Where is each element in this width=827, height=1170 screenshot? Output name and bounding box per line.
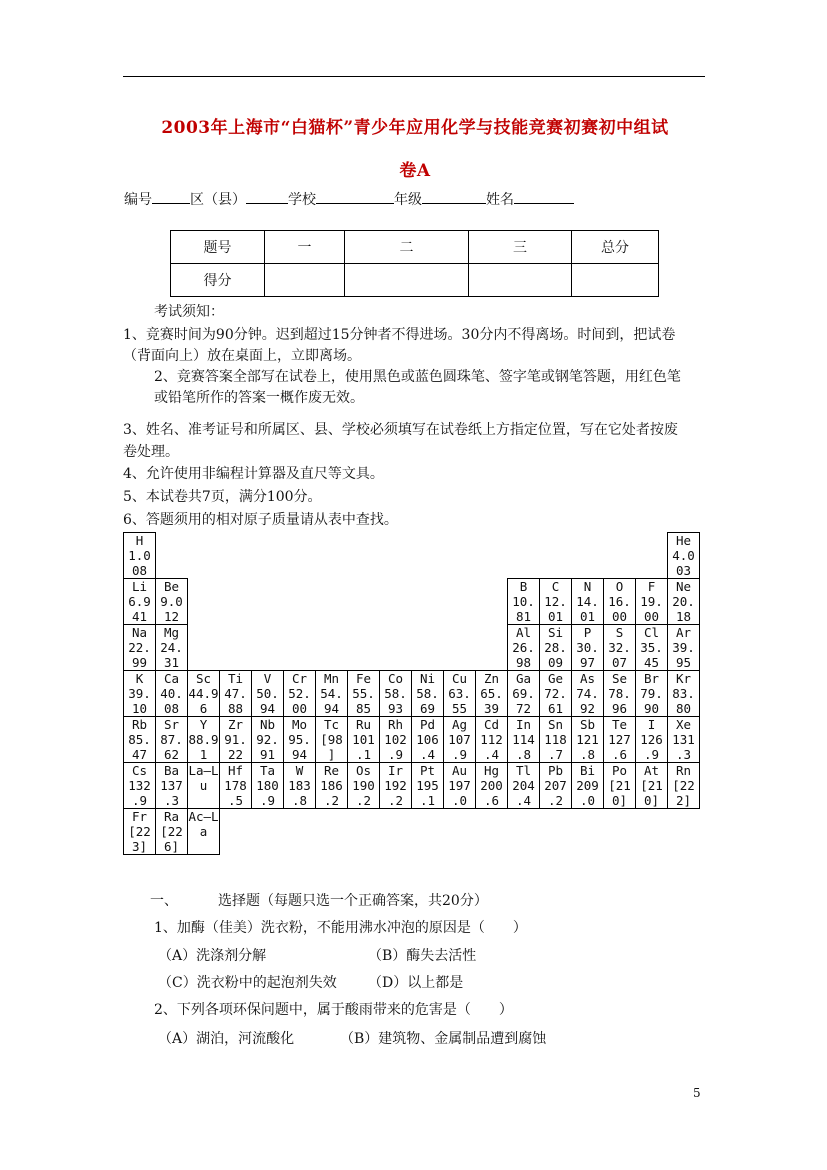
element-label: Mg 24. 31 [160, 625, 183, 670]
element-cell [668, 763, 700, 809]
element-label: Xe 131 .3 [672, 717, 695, 762]
element-label: Sb 121 .8 [576, 717, 599, 762]
empty-cell [252, 579, 284, 625]
empty-cell [476, 533, 508, 579]
score-cell[interactable] [469, 264, 572, 297]
empty-cell [220, 533, 252, 579]
element-label: N 14. 01 [576, 579, 599, 624]
element-cell [540, 763, 572, 809]
empty-cell [444, 533, 476, 579]
element-label: B 10. 81 [512, 579, 535, 624]
element-label: Mo 95. 94 [288, 717, 311, 762]
element-label: Si 28. 09 [544, 625, 567, 670]
element-label: Hf 178 .5 [224, 763, 247, 808]
score-cell[interactable] [265, 264, 345, 297]
element-label: Ar 39. 95 [672, 625, 695, 670]
element-label: Pt 195 .1 [416, 763, 439, 808]
element-cell [156, 579, 188, 625]
element-label: Kr 83. 80 [672, 671, 695, 716]
element-cell [572, 717, 604, 763]
field-name-label: 姓名 [486, 192, 514, 208]
element-cell [220, 763, 252, 809]
element-cell [636, 625, 668, 671]
element-cell [316, 763, 348, 809]
element-label: La–L u [188, 763, 219, 793]
element-label: Ca 40. 08 [160, 671, 183, 716]
element-label: H 1.0 08 [128, 533, 151, 578]
notice-item-4: 4、允许使用非编程计算器及直尺等文具。 [123, 466, 384, 482]
element-label: Ne 20. 18 [672, 579, 695, 624]
element-label: Nb 92. 91 [256, 717, 279, 762]
empty-cell [380, 625, 412, 671]
element-label: Na 22. 99 [128, 625, 151, 670]
element-cell [668, 671, 700, 717]
element-label: Se 78. 96 [608, 671, 631, 716]
empty-cell [220, 625, 252, 671]
empty-cell [252, 625, 284, 671]
element-label: Ge 72. 61 [544, 671, 567, 716]
periodic-table [123, 532, 700, 855]
element-cell [636, 671, 668, 717]
element-cell [412, 717, 444, 763]
field-number-blank[interactable] [152, 190, 190, 204]
element-label: Te 127 .6 [608, 717, 631, 762]
element-label: W 183 .8 [288, 763, 311, 808]
element-label: Os 190 .2 [352, 763, 375, 808]
score-row-label: 得分 [171, 264, 265, 297]
element-cell [156, 625, 188, 671]
periodic-row [124, 763, 700, 809]
element-label: Zr 91. 22 [224, 717, 247, 762]
empty-cell [220, 579, 252, 625]
candidate-fields [124, 189, 574, 209]
element-label: Tl 204 .4 [512, 763, 535, 808]
empty-cell [348, 625, 380, 671]
element-cell [348, 671, 380, 717]
question-2-option-a: （A）湖泊，河流酸化 [158, 1031, 295, 1047]
periodic-row [124, 579, 700, 625]
empty-cell [572, 533, 604, 579]
element-label: Ti 47. 88 [224, 671, 247, 716]
element-label: Mn 54. 94 [320, 671, 343, 716]
empty-cell [188, 625, 220, 671]
question-1-option-c: （C）洗衣粉中的起泡剂失效 [158, 975, 337, 991]
element-cell [508, 625, 540, 671]
element-cell [508, 717, 540, 763]
element-cell [540, 579, 572, 625]
element-cell [572, 763, 604, 809]
empty-cell [188, 533, 220, 579]
element-label: Hg 200 .6 [480, 763, 503, 808]
element-cell [124, 579, 156, 625]
element-cell [188, 809, 220, 855]
exam-title: 2003年上海市“白猫杯”青少年应用化学与技能竞赛初赛初中组试 [161, 118, 669, 138]
element-cell [444, 763, 476, 809]
element-cell [540, 717, 572, 763]
element-cell [444, 717, 476, 763]
element-cell [540, 671, 572, 717]
notice-item-5: 5、本试卷共7页，满分100分。 [123, 489, 322, 505]
score-cell[interactable] [345, 264, 469, 297]
element-label: Sn 118 .7 [544, 717, 567, 762]
element-label: Pb 207 .2 [544, 763, 567, 808]
field-number-label: 编号 [124, 192, 152, 208]
element-label: Au 197 .0 [448, 763, 471, 808]
element-cell [156, 671, 188, 717]
notice-item-1: 1、竞赛时间为90分钟。迟到超过15分钟者不得进场。30分内不得离场。时间到，把试卷 [123, 327, 676, 343]
element-cell [636, 579, 668, 625]
element-label: Fr [22 3] [128, 809, 151, 854]
periodic-row [124, 809, 700, 855]
element-cell [444, 671, 476, 717]
element-label: He 4.0 03 [672, 533, 695, 578]
element-label: Zn 65. 39 [480, 671, 503, 716]
element-cell [668, 579, 700, 625]
field-grade-label: 年级 [394, 192, 422, 208]
empty-cell [444, 625, 476, 671]
score-header-cell: 二 [345, 231, 469, 264]
field-district-blank[interactable] [246, 190, 288, 204]
element-label: Tc [98 ] [320, 717, 343, 762]
element-cell [604, 671, 636, 717]
element-label: V 50. 94 [256, 671, 279, 716]
section-1-title: 选择题（每题只选一个正确答案，共20分） [218, 893, 488, 909]
element-label: P 30. 97 [576, 625, 599, 670]
element-label: Ag 107 .9 [448, 717, 471, 762]
score-header-cell: 三 [469, 231, 572, 264]
element-label: Pd 106 .4 [416, 717, 439, 762]
element-label: I 126 .9 [640, 717, 663, 762]
empty-cell [476, 579, 508, 625]
empty-cell [476, 625, 508, 671]
question-2: 2、下列各项环保问题中，属于酸雨带来的危害是（ ） [154, 1002, 513, 1018]
element-cell [188, 763, 220, 809]
question-1: 1、加酶（佳美）洗衣粉，不能用沸水冲泡的原因是（ ） [154, 920, 527, 936]
element-label: Ra [22 6] [160, 809, 183, 854]
element-label: Co 58. 93 [384, 671, 407, 716]
element-label: Ba 137 .3 [160, 763, 183, 808]
element-label: Rb 85. 47 [128, 717, 151, 762]
score-table [170, 230, 659, 297]
element-cell [508, 671, 540, 717]
element-label: Ir 192 .2 [384, 763, 407, 808]
periodic-row [124, 671, 700, 717]
notice-item-3-cont: 卷处理。 [123, 444, 179, 460]
element-cell [668, 717, 700, 763]
empty-cell [412, 533, 444, 579]
notice-item-3: 3、姓名、准考证号和所属区、县、学校必须填写在试卷纸上方指定位置，写在它处者按废 [123, 422, 678, 438]
element-cell [572, 671, 604, 717]
notice-item-2: 2、竞赛答案全部写在试卷上，使用黑色或蓝色圆珠笔、签字笔或钢笔答题，用红色笔 [154, 369, 681, 385]
element-cell [348, 717, 380, 763]
question-1-option-d: （D）以上都是 [368, 975, 464, 991]
empty-cell [316, 625, 348, 671]
element-cell [252, 763, 284, 809]
element-cell [124, 625, 156, 671]
periodic-row [124, 717, 700, 763]
element-cell [668, 625, 700, 671]
exam-title-cont: 卷A [399, 161, 431, 181]
element-cell [316, 671, 348, 717]
element-cell [412, 763, 444, 809]
element-cell [604, 625, 636, 671]
empty-cell [412, 625, 444, 671]
element-cell [412, 671, 444, 717]
element-cell [124, 671, 156, 717]
element-cell [476, 717, 508, 763]
empty-cell [380, 579, 412, 625]
element-cell [124, 717, 156, 763]
element-cell [476, 763, 508, 809]
element-label: Cd 112 .4 [480, 717, 503, 762]
element-label: Al 26. 98 [512, 625, 535, 670]
element-cell [508, 763, 540, 809]
question-2-option-b: （B）建筑物、金属制品遭到腐蚀 [340, 1031, 547, 1047]
element-label: Ni 58. 69 [416, 671, 439, 716]
empty-cell [316, 533, 348, 579]
element-label: Br 79. 90 [640, 671, 663, 716]
periodic-row [124, 625, 700, 671]
score-header-cell: 总分 [572, 231, 659, 264]
empty-cell [284, 579, 316, 625]
element-label: K 39. 10 [128, 671, 151, 716]
empty-cell [316, 579, 348, 625]
empty-cell [604, 533, 636, 579]
element-cell [508, 579, 540, 625]
element-cell [668, 533, 700, 579]
page-number: 5 [693, 1086, 701, 1100]
empty-cell [380, 533, 412, 579]
score-header-cell: 一 [265, 231, 345, 264]
empty-cell [284, 625, 316, 671]
section-1-number: 一、 [150, 893, 178, 909]
element-label: At [21 0] [640, 763, 663, 808]
empty-cell [156, 533, 188, 579]
element-label: Rn [22 2] [672, 763, 695, 808]
element-label: Sr 87. 62 [160, 717, 183, 762]
element-label: Fe 55. 85 [352, 671, 375, 716]
empty-cell [412, 579, 444, 625]
score-header-row [171, 231, 659, 264]
element-label: Cu 63. 55 [448, 671, 471, 716]
element-cell [316, 717, 348, 763]
element-label: Li 6.9 41 [128, 579, 151, 624]
score-row [171, 264, 659, 297]
element-label: Y 88.9 1 [188, 717, 219, 762]
element-label: Ac–L a [188, 809, 219, 839]
element-cell [220, 671, 252, 717]
element-cell [604, 763, 636, 809]
element-cell [252, 717, 284, 763]
empty-cell [636, 533, 668, 579]
element-cell [476, 671, 508, 717]
element-label: C 12. 01 [544, 579, 567, 624]
score-header-cell: 题号 [171, 231, 265, 264]
element-cell [156, 809, 188, 855]
empty-cell [540, 533, 572, 579]
element-label: Cs 132 .9 [128, 763, 151, 808]
element-cell [348, 763, 380, 809]
field-school-label: 学校 [288, 192, 316, 208]
field-school-blank[interactable] [316, 190, 394, 204]
element-cell [572, 625, 604, 671]
element-cell [284, 717, 316, 763]
element-label: Cr 52. 00 [288, 671, 311, 716]
element-cell [124, 809, 156, 855]
element-label: Bi 209 .0 [576, 763, 599, 808]
section-1-heading [150, 892, 488, 910]
element-cell [188, 671, 220, 717]
element-cell [156, 717, 188, 763]
question-1-option-b: （B）酶失去活性 [368, 948, 477, 964]
element-cell [636, 717, 668, 763]
element-cell [604, 579, 636, 625]
element-cell [284, 763, 316, 809]
element-cell [188, 717, 220, 763]
element-label: Cl 35. 45 [640, 625, 663, 670]
empty-cell [444, 579, 476, 625]
element-label: Po [21 0] [608, 763, 631, 808]
element-cell [252, 671, 284, 717]
notice-item-2-cont: 或铅笔所作的答案一概作废无效。 [154, 390, 364, 406]
field-district-label: 区（县） [190, 192, 246, 208]
empty-cell [508, 533, 540, 579]
element-cell [220, 717, 252, 763]
element-label: Be 9.0 12 [160, 579, 183, 624]
element-cell [380, 671, 412, 717]
element-label: Rh 102 .9 [384, 717, 407, 762]
notice-item-1-cont: （背面向上）放在桌面上，立即离场。 [123, 348, 361, 364]
empty-cell [284, 533, 316, 579]
element-cell [380, 717, 412, 763]
element-cell [604, 717, 636, 763]
empty-cell [348, 533, 380, 579]
element-label: As 74. 92 [576, 671, 599, 716]
element-cell [124, 533, 156, 579]
element-cell [124, 763, 156, 809]
empty-cell [348, 579, 380, 625]
field-grade-blank[interactable] [422, 190, 486, 204]
empty-cell [252, 533, 284, 579]
element-label: In 114 .8 [512, 717, 535, 762]
element-cell [284, 671, 316, 717]
field-name-blank[interactable] [514, 190, 574, 204]
notice-item-6: 6、答题须用的相对原子质量请从表中查找。 [123, 512, 398, 528]
element-label: Sc 44.9 6 [188, 671, 219, 716]
element-label: F 19. 00 [640, 579, 663, 624]
header-rule [123, 76, 705, 77]
element-label: Re 186 .2 [320, 763, 343, 808]
element-label: S 32. 07 [608, 625, 631, 670]
element-cell [572, 579, 604, 625]
element-cell [636, 763, 668, 809]
score-cell[interactable] [572, 264, 659, 297]
question-1-option-a: （A）洗涤剂分解 [158, 948, 267, 964]
element-label: Ru 101 .1 [352, 717, 375, 762]
element-cell [156, 763, 188, 809]
periodic-row [124, 533, 700, 579]
element-cell [380, 763, 412, 809]
element-label: Ta 180 .9 [256, 763, 279, 808]
empty-cell [188, 579, 220, 625]
notice-title: 考试须知： [154, 304, 224, 320]
element-cell [540, 625, 572, 671]
element-label: Ga 69. 72 [512, 671, 535, 716]
element-label: O 16. 00 [608, 579, 631, 624]
